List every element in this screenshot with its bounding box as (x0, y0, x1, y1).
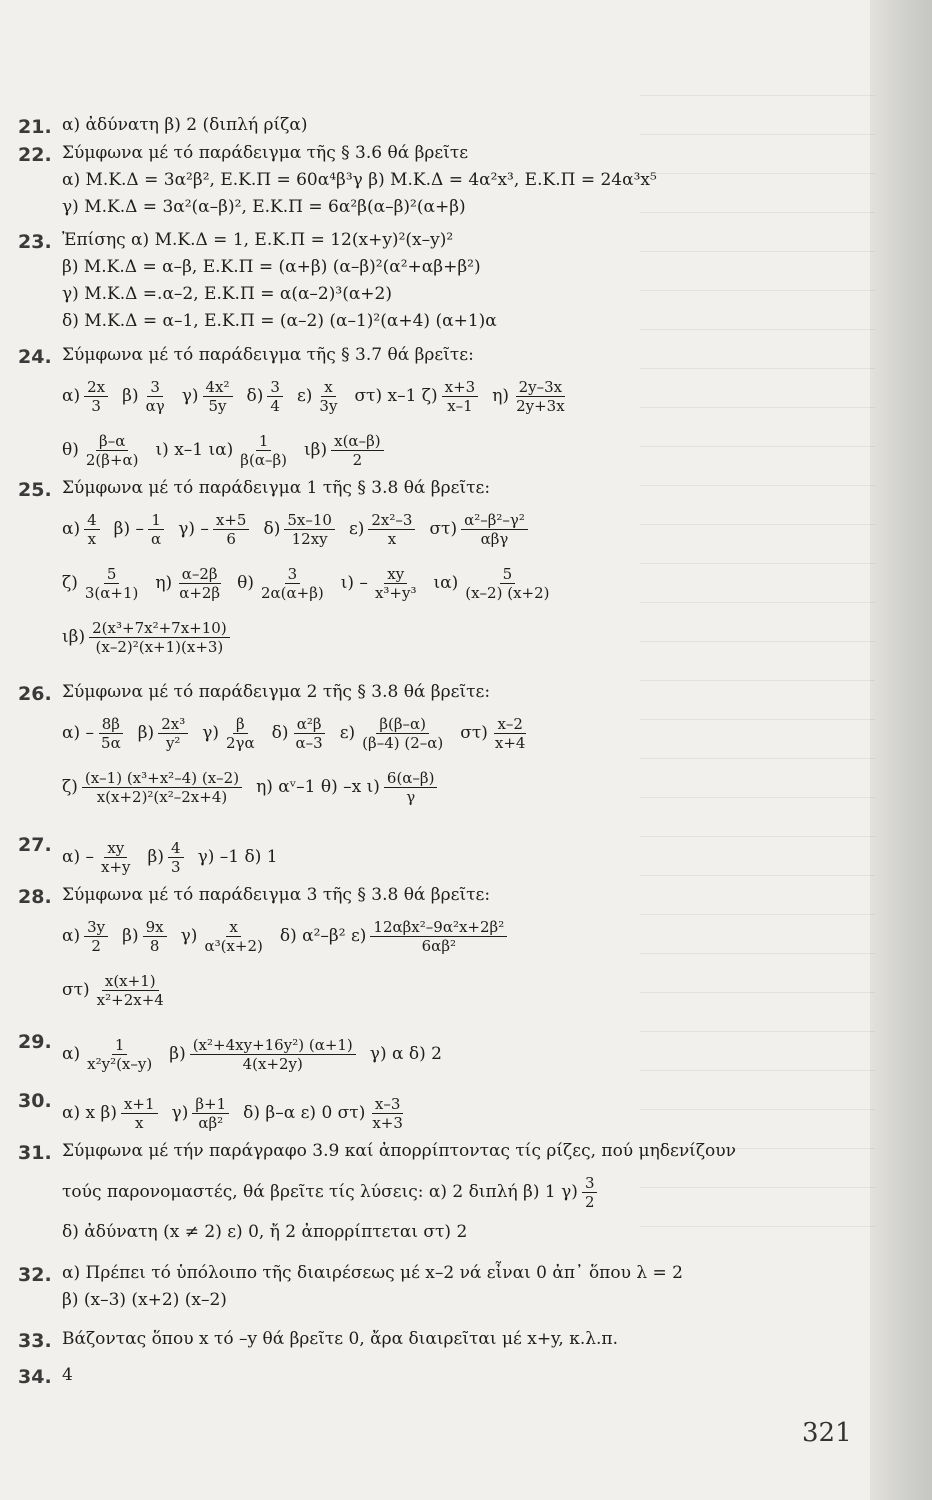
answer-item (18, 112, 862, 139)
numerator: α²–β²–γ² (461, 511, 528, 530)
answer-item (18, 882, 862, 1017)
denominator: αβ² (198, 1113, 224, 1132)
fraction-item (198, 844, 278, 871)
answer-line: γ) Μ.Κ.Δ =.α–2, Ε.Κ.Π = α(α–2)³(α+2) (62, 284, 392, 304)
fraction (237, 432, 290, 469)
denominator: 8 (149, 936, 160, 955)
denominator: 3(α+1) (84, 583, 139, 602)
denominator: x (87, 529, 97, 548)
fraction-label: γ) –1 δ) 1 (197, 846, 278, 867)
fraction-label: α) – (62, 846, 95, 867)
answer-line: β) (x–3) (x+2) (x–2) (62, 1290, 227, 1310)
item-number: 23. (18, 231, 52, 253)
item-number: 24. (18, 346, 52, 368)
denominator: α (151, 529, 162, 548)
denominator: 2y+3x (516, 396, 565, 415)
item-number: 27. (18, 834, 52, 856)
numerator: x+1 (121, 1095, 158, 1114)
numerator: 2x (84, 378, 108, 397)
fraction-item (492, 378, 567, 415)
fraction-item (237, 565, 327, 602)
fraction-item (172, 1095, 230, 1132)
fraction (192, 1095, 229, 1132)
fraction-label: β) (122, 925, 139, 946)
answer-line: Σύμφωνα μέ τό παράδειγμα 3 τῆς § 3.8 θά βρεῖτε: (62, 885, 491, 905)
fraction (84, 918, 108, 955)
fraction-label: ε) (296, 385, 313, 406)
fraction-label: β) (122, 385, 139, 406)
fraction (84, 511, 100, 548)
fraction-item (62, 378, 108, 415)
denominator: 4 (270, 396, 280, 415)
fraction (369, 1095, 406, 1132)
denominator: x (135, 1113, 144, 1132)
fraction-label: η) (492, 385, 510, 406)
fraction (582, 1174, 598, 1211)
fraction (84, 1036, 155, 1073)
denominator: y² (165, 733, 181, 752)
numerator: 5x–10 (284, 511, 335, 530)
numerator: 4 (84, 511, 100, 530)
denominator: 2 (352, 450, 363, 469)
fraction-item (247, 378, 283, 415)
numerator: 3 (582, 1174, 598, 1193)
fraction-row (62, 830, 862, 884)
answer-item (18, 1086, 862, 1140)
fraction-label: ιβ) (62, 626, 86, 647)
fraction-item (62, 715, 124, 752)
numerator: 9x (143, 918, 167, 937)
numerator: 3y (84, 918, 108, 937)
denominator: α³(x+2) (204, 936, 263, 955)
fraction-label: στ) (62, 979, 90, 1000)
fraction-label: α) (62, 518, 81, 539)
denominator: 12xy (291, 529, 328, 548)
fraction (121, 1095, 158, 1132)
fraction-item (340, 715, 447, 752)
answer-item (18, 140, 862, 221)
fraction-item (62, 565, 141, 602)
numerator: x(x+1) (102, 972, 159, 991)
numerator: x (321, 378, 335, 397)
answer-item (18, 679, 862, 814)
numerator: 2x³ (158, 715, 188, 734)
fraction-item (62, 511, 100, 548)
fraction-item (122, 918, 166, 955)
fraction-label: ια) (433, 572, 459, 593)
fraction (190, 1036, 356, 1073)
fraction-item (202, 715, 257, 752)
fraction-label: β) – (113, 518, 145, 539)
item-number: 22. (18, 144, 52, 166)
fraction (316, 378, 340, 415)
fraction-label: α) x β) (62, 1102, 117, 1123)
fraction-item (349, 511, 416, 548)
fraction-label: β) (147, 846, 165, 867)
denominator: (β–4) (2–α) (362, 733, 444, 752)
denominator: x²y²(x–y) (87, 1054, 153, 1073)
denominator: (x–2) (x+2) (465, 583, 550, 602)
fraction (461, 511, 528, 548)
fraction (82, 565, 142, 602)
fraction-label: β) (169, 1043, 186, 1064)
fraction-item (62, 432, 142, 469)
numerator: 4x² (203, 378, 233, 397)
numerator: (x–1) (x³+x²–4) (x–2) (82, 769, 242, 788)
fraction-item (169, 1036, 356, 1073)
fraction-item (62, 1174, 597, 1211)
answer-item (18, 1326, 862, 1353)
fraction-label: θ) (237, 572, 254, 593)
denominator: (x–2)²(x+1)(x+3) (95, 637, 224, 656)
numerator: 5 (500, 565, 516, 584)
fraction (98, 839, 134, 876)
numerator: 5 (104, 565, 120, 584)
denominator: 2α(α+β) (260, 583, 324, 602)
item-number: 34. (18, 1366, 52, 1388)
fraction-item (62, 918, 108, 955)
fraction-label: γ) – (178, 518, 209, 539)
fraction-item (182, 378, 233, 415)
fraction (98, 715, 124, 752)
denominator: x(x+2)²(x²–2x+4) (96, 787, 228, 806)
item-number: 29. (18, 1031, 52, 1053)
page-number: 321 (802, 1418, 852, 1448)
numerator: 1 (148, 511, 164, 530)
fraction-label: δ) (263, 518, 281, 539)
fraction-item (62, 769, 242, 806)
answer-line: α) Μ.Κ.Δ = 3α²β², Ε.Κ.Π = 60α⁴β³γ β) Μ.Κ.Δ = 4α²x³, Ε.Κ.Π = 24α³x⁵ (62, 170, 657, 190)
fraction-item (62, 619, 230, 656)
fraction-label: γ) (202, 722, 220, 743)
denominator: αγ (145, 396, 165, 415)
numerator: (x²+4xy+16y²) (α+1) (190, 1036, 356, 1055)
numerator: x–2 (494, 715, 526, 734)
numerator: 8β (99, 715, 123, 734)
denominator: α+2β (179, 583, 221, 602)
fraction (284, 511, 335, 548)
fraction (148, 511, 164, 548)
item-number: 32. (18, 1264, 52, 1286)
fraction-row (62, 1086, 862, 1140)
answer-line: δ) Μ.Κ.Δ = α–1, Ε.Κ.Π = (α–2) (α–1)²(α+4) (α+1)α (62, 311, 497, 331)
fraction-label: ε) (339, 722, 356, 743)
denominator: 2 (584, 1192, 595, 1211)
denominator: 2γα (226, 733, 255, 752)
fraction-item (280, 918, 507, 955)
item-number: 30. (18, 1090, 52, 1112)
numerator: x (226, 918, 240, 937)
fraction-item (256, 769, 437, 806)
numerator: 4 (168, 839, 184, 858)
fraction-label: στ) x–1 ζ) (354, 385, 438, 406)
fraction-row (62, 423, 862, 477)
fraction-row (62, 502, 862, 556)
fraction-item (297, 378, 340, 415)
numerator: 2x²–3 (368, 511, 415, 530)
fraction-row (62, 760, 862, 814)
answer-item (18, 342, 862, 477)
denominator: x+3 (372, 1113, 403, 1132)
fraction (359, 715, 446, 752)
denominator: x+4 (494, 733, 526, 752)
fraction (89, 619, 230, 656)
denominator: 6αβ² (421, 936, 456, 955)
denominator: 2(β+α) (85, 450, 139, 469)
fraction-label: γ) α δ) 2 (369, 1043, 442, 1064)
denominator: 5α (101, 733, 121, 752)
fraction (143, 918, 167, 955)
fraction-label: δ) α²–β² ε) (279, 925, 367, 946)
numerator: xy (104, 839, 127, 858)
fraction-row (62, 369, 862, 423)
fraction (176, 565, 223, 602)
page-edge-shadow (870, 0, 932, 1500)
fraction-item (114, 511, 165, 548)
answer-item (18, 227, 862, 335)
numerator: 12αβx²–9α²x+2β² (370, 918, 507, 937)
numerator: 3 (147, 378, 163, 397)
fraction-item (354, 378, 478, 415)
numerator: 2(x³+7x²+7x+10) (89, 619, 230, 638)
numerator: x(α–β) (331, 432, 383, 451)
answer-item (18, 1260, 862, 1314)
fraction-label: β) (137, 722, 155, 743)
denominator: 4(x+2y) (242, 1054, 303, 1073)
fraction-row (62, 1165, 862, 1219)
answer-line: 4 (62, 1365, 73, 1385)
fraction-label: α) (62, 1043, 81, 1064)
fraction-item (370, 1041, 442, 1068)
answer-line: δ) ἀδύνατη (x ≠ 2) ε) 0, ἤ 2 ἀπορρίπτεται στ) 2 (62, 1222, 468, 1242)
fraction-row (62, 706, 862, 760)
fraction-item (341, 565, 420, 602)
answer-item (18, 1362, 862, 1389)
numerator: 3 (267, 378, 283, 397)
denominator: β(α–β) (240, 450, 287, 469)
fraction-item (122, 378, 168, 415)
fraction (267, 378, 283, 415)
fraction (442, 378, 479, 415)
fraction-item (62, 972, 167, 1009)
denominator: 3 (91, 396, 101, 415)
fraction-label: ι) x–1 ια) (155, 439, 234, 460)
fraction-label: ζ) (62, 572, 78, 593)
denominator: γ (406, 787, 416, 806)
fraction (83, 432, 142, 469)
numerator: α²β (294, 715, 325, 734)
fraction-label: τούς παρονομαστές, θά βρεῖτε τίς λύσεις: α) 2 διπλή β) 1 γ) (62, 1181, 578, 1202)
denominator: αβγ (480, 529, 509, 548)
fraction-label: α) – (62, 722, 95, 743)
item-number: 31. (18, 1142, 52, 1164)
answer-line: γ) Μ.Κ.Δ = 3α²(α–β)², Ε.Κ.Π = 6α²β(α–β)²(α+β) (62, 197, 466, 217)
fraction-item (460, 715, 528, 752)
answer-line: β) Μ.Κ.Δ = α–β, Ε.Κ.Π = (α+β) (α–β)²(α²+αβ+β²) (62, 257, 481, 277)
denominator: 3 (171, 857, 181, 876)
fraction-item (272, 715, 326, 752)
fraction-item (138, 715, 189, 752)
numerator: 2y–3x (516, 378, 566, 397)
fraction-label: η) αᵛ–1 θ) –x ι) (256, 776, 380, 797)
numerator: 6(α–β) (384, 769, 438, 788)
fraction-item (429, 511, 527, 548)
answer-line: Σύμφωνα μέ τό παράδειγμα 1 τῆς § 3.8 θά βρεῖτε: (62, 478, 491, 498)
fraction-label: γ) (171, 1102, 189, 1123)
fraction (384, 769, 438, 806)
fraction (168, 839, 184, 876)
fraction-item (304, 432, 384, 469)
fraction-item (62, 1095, 158, 1132)
fraction-label: ζ) (62, 776, 78, 797)
fraction-label: ι) – (340, 572, 368, 593)
fraction-label: δ) β–α ε) 0 στ) (243, 1102, 366, 1123)
fraction-label: γ) (181, 385, 199, 406)
fraction (492, 715, 529, 752)
numerator: β (233, 715, 248, 734)
fraction-row (62, 556, 862, 610)
fraction-item (156, 432, 290, 469)
fraction-item (155, 565, 223, 602)
answer-line: Σύμφωνα μέ τό παράδειγμα τῆς § 3.6 θά βρεῖτε (62, 143, 469, 163)
fraction-label: δ) (271, 722, 289, 743)
answer-line: α) ἀδύνατη β) 2 (διπλή ρίζα) (62, 115, 308, 135)
item-number: 25. (18, 479, 52, 501)
fraction (84, 378, 108, 415)
fraction (370, 918, 507, 955)
numerator: x+5 (213, 511, 250, 530)
denominator: x²+2x+4 (96, 990, 164, 1009)
numerator: 1 (256, 432, 272, 451)
fraction (213, 511, 250, 548)
fraction-label: στ) (429, 518, 458, 539)
answer-line: Σύμφωνα μέ τήν παράγραφο 3.9 καί ἀπορρίπτοντας τίς ρίζες, πού μηδενίζουν (62, 1141, 736, 1161)
numerator: 1 (112, 1036, 128, 1055)
numerator: x–3 (372, 1095, 404, 1114)
fraction-item (263, 511, 334, 548)
fraction (223, 715, 258, 752)
fraction (94, 972, 167, 1009)
fraction-row (62, 963, 862, 1017)
fraction-label: δ) (246, 385, 264, 406)
denominator: 6 (226, 529, 236, 548)
fraction-label: ε) (348, 518, 365, 539)
fraction (513, 378, 568, 415)
denominator: x–1 (447, 396, 473, 415)
fraction (143, 378, 168, 415)
fraction-item (62, 839, 134, 876)
answer-line: Βάζοντας ὅπου x τό –y θά βρεῖτε 0, ἄρα διαιρεῖται μέ x+y, κ.λ.π. (62, 1329, 618, 1349)
fraction-item (148, 839, 184, 876)
denominator: α–3 (295, 733, 323, 752)
fraction-label: ιβ) (303, 439, 328, 460)
answer-item (18, 1138, 862, 1246)
fraction (158, 715, 188, 752)
numerator: 3 (285, 565, 301, 584)
answer-line: Σύμφωνα μέ τό παράδειγμα 2 τῆς § 3.8 θά βρεῖτε: (62, 682, 491, 702)
answer-line: Σύμφωνα μέ τό παράδειγμα τῆς § 3.7 θά βρεῖτε: (62, 345, 474, 365)
fraction-item (178, 511, 249, 548)
fraction-row (62, 610, 862, 664)
item-number: 26. (18, 683, 52, 705)
fraction-label: α) (62, 925, 81, 946)
item-number: 33. (18, 1330, 52, 1352)
fraction-label: α) (62, 385, 81, 406)
numerator: β(β–α) (376, 715, 429, 734)
fraction-label: γ) (180, 925, 198, 946)
fraction-label: στ) (460, 722, 488, 743)
answer-item (18, 1027, 862, 1081)
fraction (331, 432, 383, 469)
fraction (368, 511, 415, 548)
fraction (293, 715, 326, 752)
item-number: 21. (18, 116, 52, 138)
answer-line: Ἐπίσης α) Μ.Κ.Δ = 1, Ε.Κ.Π = 12(x+y)²(x–y)² (62, 230, 454, 250)
denominator: x+y (101, 857, 131, 876)
item-number: 28. (18, 886, 52, 908)
fraction (203, 378, 233, 415)
numerator: x+3 (442, 378, 479, 397)
answer-item (18, 830, 862, 884)
fraction-label: θ) (62, 439, 79, 460)
fraction-row (62, 1027, 862, 1081)
denominator: x³+y³ (374, 583, 417, 602)
fraction-item (433, 565, 552, 602)
numerator: β+1 (192, 1095, 229, 1114)
fraction-label: η) (155, 572, 173, 593)
denominator: x (387, 529, 397, 548)
fraction-item (181, 918, 266, 955)
fraction (82, 769, 242, 806)
fraction (201, 918, 265, 955)
numerator: xy (384, 565, 407, 584)
denominator: 5y (208, 396, 227, 415)
fraction (258, 565, 327, 602)
denominator: 2 (91, 936, 101, 955)
fraction (372, 565, 420, 602)
denominator: 3y (319, 396, 338, 415)
fraction-item (243, 1095, 406, 1132)
fraction-row (62, 909, 862, 963)
numerator: β–α (96, 432, 128, 451)
numerator: α–2β (179, 565, 221, 584)
answer-item (18, 475, 862, 664)
fraction (462, 565, 552, 602)
fraction-item (62, 1036, 155, 1073)
answer-line: α) Πρέπει τό ὑπόλοιπο τῆς διαιρέσεως μέ x–2 νά εἶναι 0 ἀπ᾽ ὅπου λ = 2 (62, 1263, 683, 1283)
